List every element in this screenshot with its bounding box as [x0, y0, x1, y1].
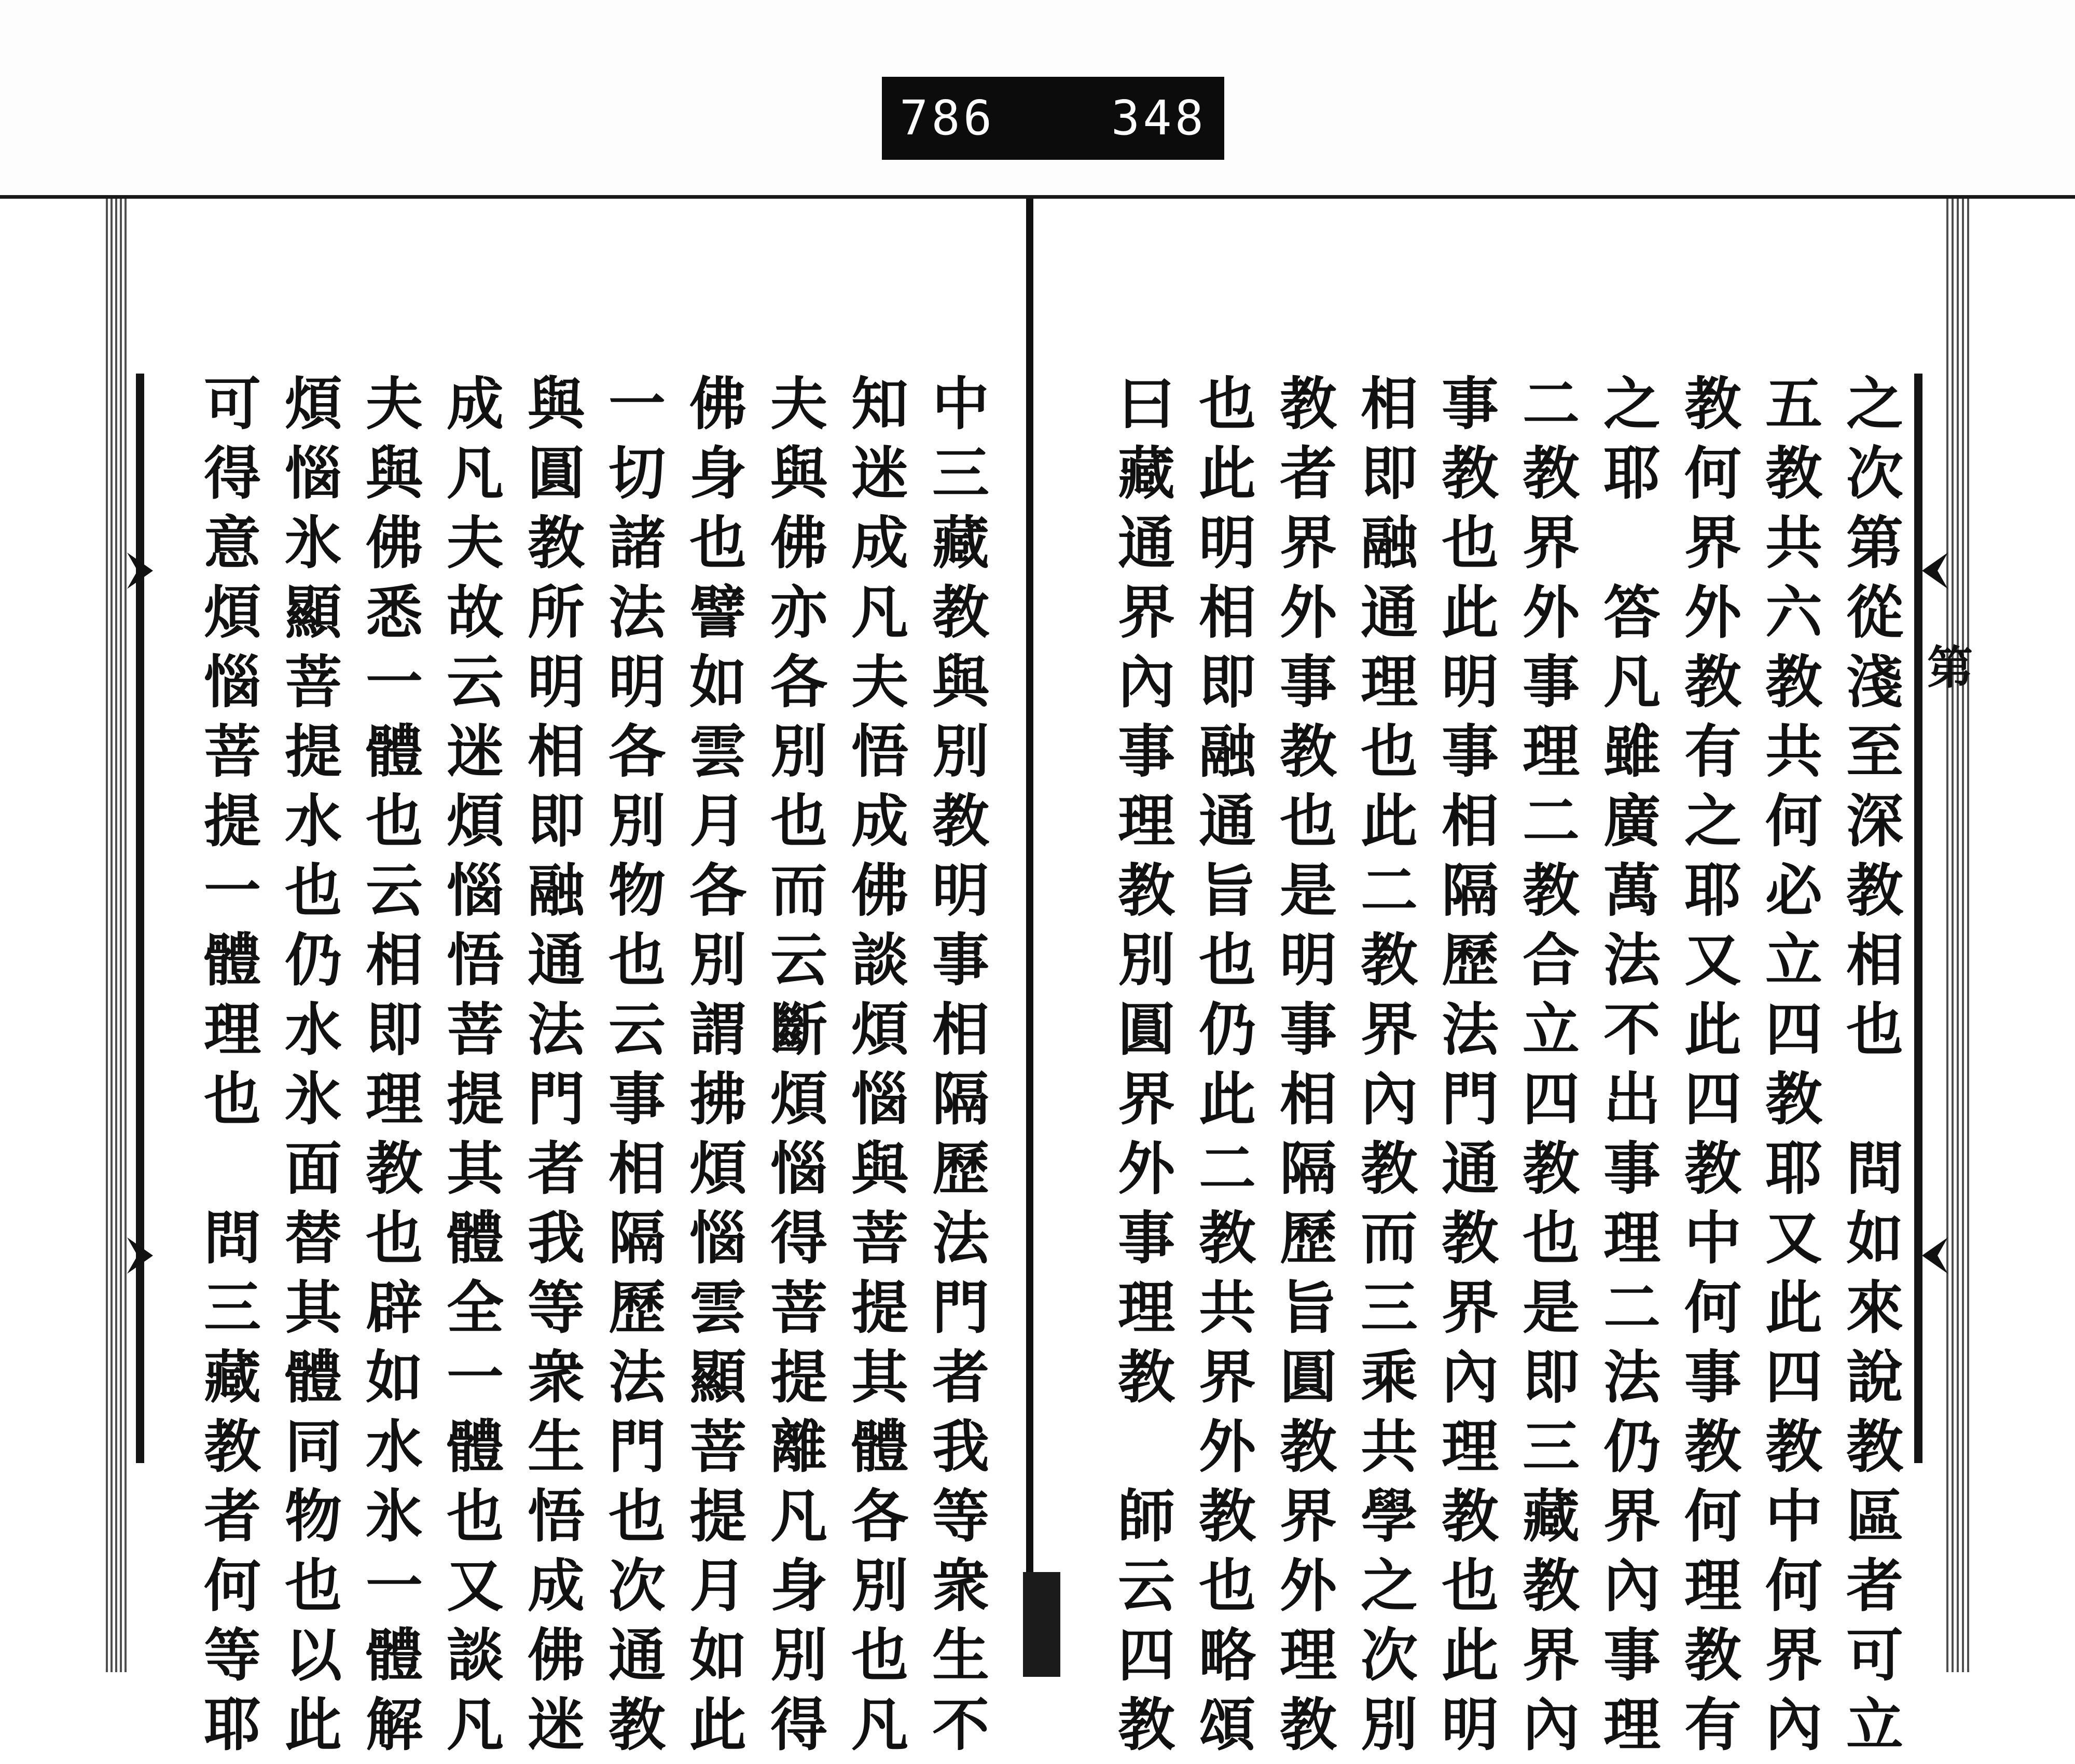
- text-column: 事教也此明事相隔歷法門通教界內理教也此明: [1432, 374, 1499, 1764]
- margin-title-glyph: 第: [1920, 643, 1974, 689]
- text-column: 曰藏通界內事理教別圓界外事理教 師云四教: [1109, 374, 1175, 1764]
- text-column: 之耶 答凡雖廣萬法不出事理二法仍界內事理: [1594, 374, 1661, 1764]
- text-column: 與圓教所明相即融通法門者我等衆生悟成佛迷: [518, 374, 585, 1764]
- right-frame-rule: [1914, 374, 1922, 1463]
- text-column: 成凡夫故云迷煩惱悟菩提其體全一體也又談凡: [437, 374, 504, 1764]
- right-page-edge: [1946, 199, 1972, 1672]
- fishtail-ornament-icon: [1919, 550, 1951, 591]
- text-column: 一切諸法明各別物也云事相隔歷法門也次通教: [599, 374, 666, 1764]
- text-column: 煩惱氷顯菩提水也仍水氷面替其體同物也以此: [275, 374, 342, 1764]
- text-column: 教何界外教有之耶又此四教中何事教何理教有: [1675, 374, 1742, 1764]
- text-column: 五教共六教共何必立四教耶又此四教中何界內: [1756, 374, 1823, 1764]
- text-column: 二教界外事理二教合立四教也是即三藏教界內: [1513, 374, 1580, 1764]
- spine-block: [1023, 1572, 1060, 1677]
- fishtail-ornament-icon: [125, 1235, 156, 1276]
- text-column: 知迷成凡夫悟成佛談煩惱與菩提其體各別也凡: [842, 374, 909, 1764]
- text-column: 可得意煩惱菩提一體理也 問三藏教者何等耶: [195, 374, 261, 1764]
- catalog-number-right: 348: [1111, 90, 1207, 146]
- text-column: 之次第從淺至深教相也 問如來說教區者可立: [1837, 374, 1904, 1764]
- left-frame-rule: [136, 374, 144, 1463]
- left-page-edge: [106, 199, 127, 1672]
- text-column: 夫與佛亦各別也而云斷煩惱得菩提離凡身別得: [761, 374, 828, 1764]
- text-column: 教者界外事教也是明事相隔歷旨圓教界外理教: [1270, 374, 1337, 1764]
- catalog-label: [882, 77, 1224, 160]
- text-column: 夫與佛悉一體也云相即理教也辟如水氷一體解: [356, 374, 423, 1764]
- book-spine: [1026, 199, 1033, 1677]
- text-column: 中三藏教與別教明事相隔歷法門者我等衆生不: [923, 374, 990, 1764]
- fishtail-ornament-icon: [125, 550, 156, 591]
- text-column: 也此明相即融通旨也仍此二教共界外教也略頌: [1189, 374, 1256, 1764]
- text-column: 相即融通理也此二教界內教而三乘共學之次別: [1351, 374, 1418, 1764]
- text-column: 佛身也譬如雲月各別謂拂煩惱雲顯菩提月如此: [680, 374, 747, 1764]
- scan-border-line: [0, 195, 2075, 199]
- fishtail-ornament-icon: [1919, 1235, 1951, 1276]
- catalog-number-left: 786: [900, 90, 995, 146]
